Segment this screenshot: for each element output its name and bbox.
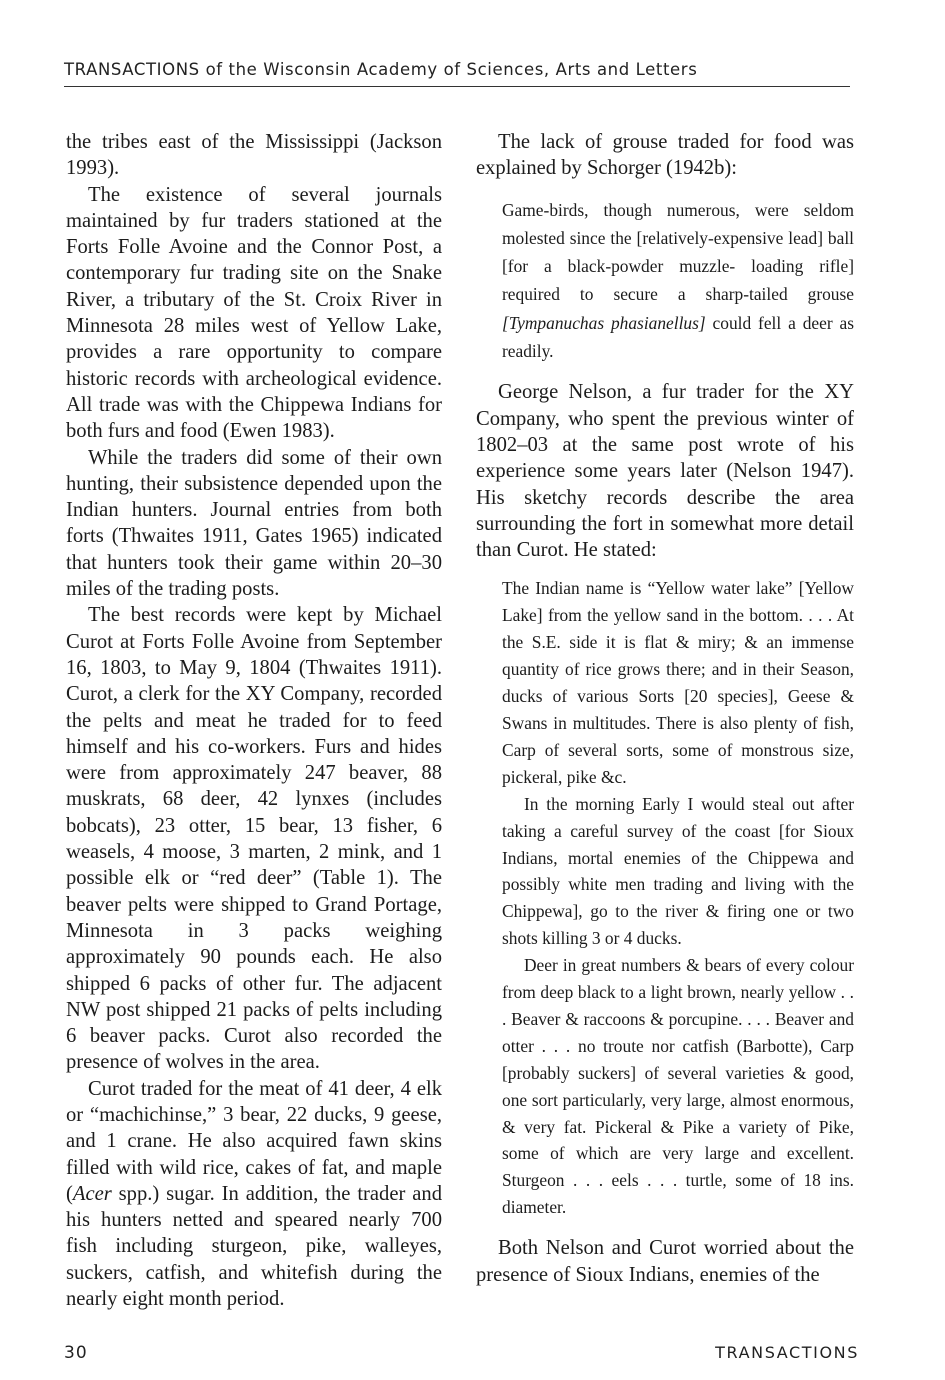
paragraph: The lack of grouse traded for food was explained by Schorger (1942b): — [476, 131, 854, 180]
paragraph: George Nelson, a fur trader for the XY Company, who spent the previous winter of 1802–03 at the same post wrote of his experience some years later (Nelson 1947). His sketchy records describe the area surrounding the fort in somewhat more detail than Curot. He stated: — [476, 381, 854, 562]
paragraph: The best records were kept by Michael Curot at Forts Folle Avoine from September 16, 1803, to May 9, 1804 (Thwaites 1911). Curot, a clerk for the XY Company, recorded the pelts and meat he traded for to feed himself and his co-workers. Furs and hides were from approximately 247 beaver, 88 muskrats, 68 deer, 42 lynxes (includes bobcats), 23 otter, 15 bear, 13 fisher, 6 weasels, 4 moose, 3 marten, 2 mink, and 1 possible elk or “red deer” (Table 1). The beaver pelts were shipped to Grand Portage, Minnesota in 3 packs weighing approximately 90 pounds each. He also shipped 6 packs of other fur. The adjacent NW post shipped 21 packs of pelts including 6 beaver packs. Curot also recorded the presence of wolves in the area. — [66, 604, 442, 1074]
block-quote — [476, 575, 854, 1221]
paragraph: The existence of several journals maintained by fur traders stationed at the Forts Folle Avoine and the Connor Post, a contemporary fur trading site on the Snake River, a tributary of the St. Croix River in Minnesota 28 miles west of Yellow Lake, provides a rare opportunity to compare historic records with archeological evidence. All trade was with the Chippewa Indians for both furs and food (Ewen 1983). — [66, 183, 442, 443]
text-run: Game-birds, though numerous, were seldom molested since the [relatively-expensive lead] ball [for a black-powder muzzle- loading rifle] required to secure a sharp-tailed grouse — [502, 199, 854, 305]
paragraph: the tribes east of the Mississippi (Jackson 1993). — [66, 131, 442, 180]
italic-term: Acer — [72, 1182, 112, 1205]
paragraph: Both Nelson and Curot worried about the presence of Sioux Indians, enemies of the — [476, 1237, 854, 1286]
quote-paragraph: In the morning Early I would steal out after taking a careful survey of the coast [for Sioux Indians, mortal enemies of the Chippewa and possibly white men trading and living with the Chippewa], go to the river & firing one or two shots killing 3 or 4 ducks. — [502, 793, 854, 949]
footer-journal-title: TRANSACTIONS — [715, 1343, 859, 1362]
paragraph — [66, 1076, 442, 1313]
quote-paragraph — [476, 196, 854, 366]
text-run: spp.) sugar. In addition, the trader and his hunters netted and speared nearly 700 fish including sturgeon, pike, walleyes, suckers, catfish, and whitefish during the nearly eight month period. — [66, 1182, 442, 1311]
left-column — [66, 129, 442, 1312]
running-header: TRANSACTIONS of the Wisconsin Academy of Sciences, Arts and Letters — [64, 60, 698, 79]
text-run: Curot traded for the meat of 41 deer, 4 elk or “machichinse,” 3 bear, 22 ducks, 9 geese, and 1 crane. He also acquired fawn skins filled with wild rice, cakes of fat, and maple ( — [66, 1077, 442, 1205]
right-column — [476, 129, 854, 1288]
header-rule — [64, 86, 850, 87]
quote-paragraph: The Indian name is “Yellow water lake” [Yellow Lake] from the yellow sand in the bottom. . . . At the S.E. side it is flat & miry; & an immense quantity of rice grows there; and in their Season, ducks of various Sorts [20 species], Geese & Swans in multitudes. There is also plenty of fish, Carp of several sorts, some of monstrous size, pickeral, pike &c. — [502, 578, 854, 787]
quote-paragraph: Deer in great numbers & bears of every colour from deep black to a light brown, nearly yellow . . . Beaver & raccoons & porcupine. . . . Beaver and otter . . . no troute nor catfish (Barbotte), Carp [probably suckers] of several varieties & good, one sort particularly, very large, almost enormous, & very fat. Pickeral & Pike a variety of Pike, some of which are very large and excellent. Sturgeon . . . eels . . . turtle, some of 18 ins. diameter. — [502, 955, 854, 1218]
italic-term: [Tympanuchas phasianellus] — [502, 312, 706, 333]
paragraph: While the traders did some of their own hunting, their subsistence depended upon the Indian hunters. Journal entries from both forts (Thwaites 1911, Gates 1965) indicated that hunters took their game within 20–30 miles of the trading posts. — [66, 446, 442, 601]
block-quote — [476, 196, 854, 366]
text-run: could fell a deer as readily. — [502, 312, 854, 362]
page-number: 30 — [64, 1343, 88, 1363]
